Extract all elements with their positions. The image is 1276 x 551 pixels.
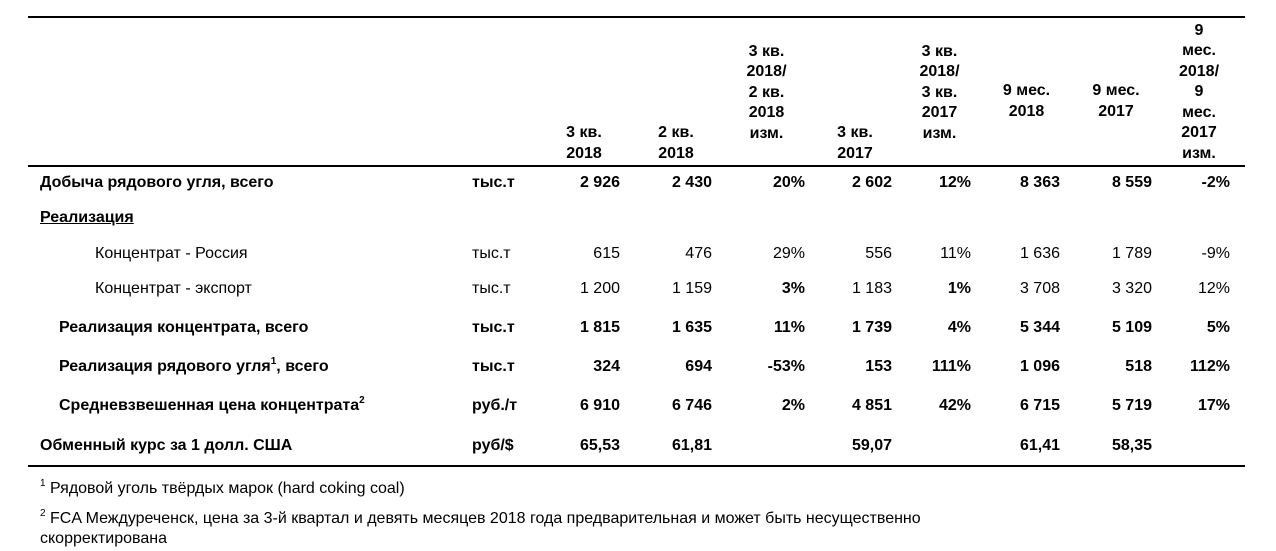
table-row: Обменный курс за 1 долл. США руб/$ 65,53 61,81 59,07 61,41 58,35 (40, 437, 1152, 454)
section-heading-row (28, 204, 1245, 232)
table-bottom-rule (28, 465, 1245, 467)
footnote-2: $^2$ FCA Междуреченск, цена за 3-й квартал и девять месяцев 2018 года предварительная и может быть несущественно скорректирована (40, 507, 921, 547)
table-row: Концентрат - экспорт тыс.т 1 200 1 159 3% 1 183 1% 3 708 3 320 12% (95, 280, 1230, 297)
table-row: Средневзвешенная цена концентрата$^2$ руб./т 6 910 6 746 2% 4 851 42% 6 715 5 719 17% (28, 392, 1245, 420)
col-header-q3-vs-q2-change: 3 кв. 2018/ 2 кв. 2018 изм. (746, 42, 787, 142)
footnote-1: $^1$ Рядовой уголь твёрдых марок (hard coking coal) (40, 477, 405, 497)
table-top-rule (28, 16, 1245, 18)
col-header-9m-2018: 9 мес. 2018 (1002, 82, 1051, 120)
header-bottom-rule (28, 165, 1245, 167)
section-heading-sales: Реализация (40, 209, 134, 226)
col-header-q3-yoy-change: 3 кв. 2018/ 3 кв. 2017 изм. (919, 42, 960, 142)
col-header-q3-2018: 3 кв. 2018 (566, 124, 602, 162)
row-label-raw-coal-sales: Реализация рядового угля$^1$, всего (59, 355, 329, 375)
col-header-q2-2018: 2 кв. 2018 (658, 124, 694, 162)
col-header-9m-yoy-change: 9 мес. 2018/ 9 мес. 2017 изм. (1178, 21, 1220, 162)
table-row: Добыча рядового угля, всего тыс.т 2 926 2 430 20% 2 602 12% 8 363 8 559 -2% (40, 174, 1230, 191)
table-row: Реализация концентрата, всего тыс.т 1 815 1 635 11% 1 739 4% 5 344 5 109 5% (59, 319, 1230, 336)
table-row: Концентрат - Россия тыс.т 615 476 29% 556 11% 1 636 1 789 -9% (95, 245, 1230, 262)
col-header-q3-2017: 3 кв. 2017 (837, 124, 873, 162)
row-label-avg-price: Средневзвешенная цена концентрата$^2$ (59, 394, 365, 414)
table-row: Реализация рядового угля$^1$, всего тыс.т 324 694 -53% 153 111% 1 096 518 112% (28, 353, 1245, 381)
col-header-9m-2017: 9 мес. 2017 (1092, 82, 1140, 120)
